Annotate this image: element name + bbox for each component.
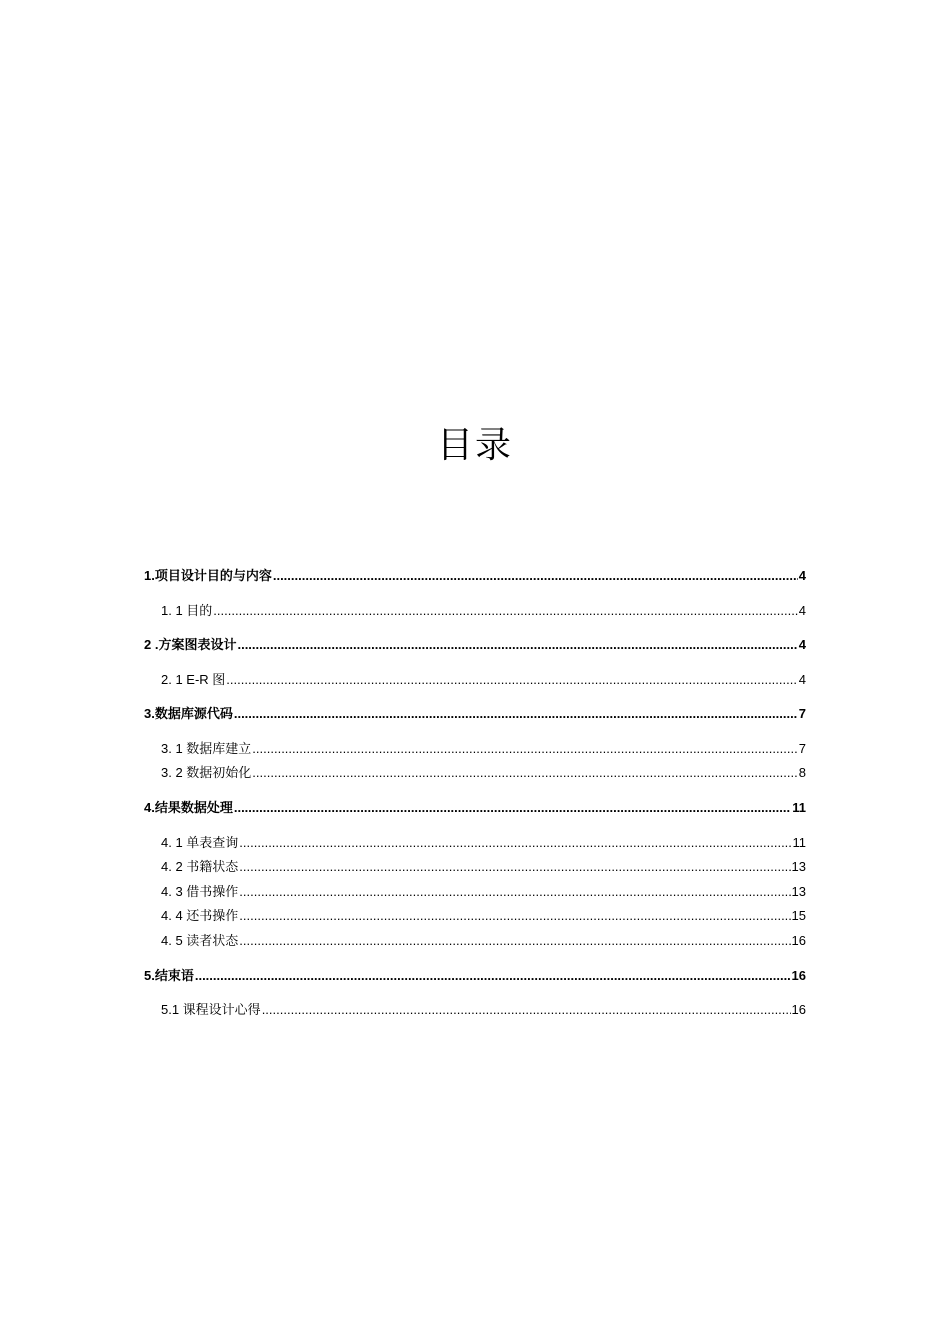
toc-entry-page: 4	[798, 568, 806, 583]
toc-entry-label: 1. 1 目的	[161, 603, 213, 618]
toc-leader-dots	[237, 637, 797, 652]
toc-entry-label: 4. 1 单表查询	[161, 835, 239, 850]
toc-entry[interactable]	[144, 669, 806, 691]
toc-entry[interactable]	[144, 905, 806, 927]
toc-entry-page: 13	[791, 859, 806, 874]
toc-leader-dots	[239, 884, 790, 899]
toc-leader-dots	[195, 968, 791, 983]
toc-entry-label: 2 .方案图表设计	[144, 637, 237, 652]
toc-entry-label: 5.结束语	[144, 968, 194, 983]
toc-leader-dots	[226, 672, 797, 687]
toc-entry-page: 4	[798, 672, 806, 687]
toc-entry-page: 16	[791, 933, 806, 948]
toc-entry-page: 8	[798, 765, 806, 780]
toc-entry[interactable]	[144, 600, 806, 622]
toc-entry-label: 4.结果数据处理	[144, 800, 233, 815]
toc-entry-page: 15	[791, 908, 806, 923]
toc-entry-page: 4	[798, 637, 806, 652]
toc-entry-label: 5.1 课程设计心得	[161, 1002, 261, 1017]
toc-title: 目录	[436, 425, 513, 466]
toc-entry[interactable]	[144, 881, 806, 903]
toc-entry-page: 7	[798, 741, 806, 756]
toc-leader-dots	[273, 568, 798, 583]
toc-entry-label: 2. 1 E-R 图	[161, 672, 226, 687]
toc-entry-label: 4. 2 书籍状态	[161, 859, 239, 874]
toc-entry[interactable]	[144, 703, 806, 725]
toc-entry-label: 4. 4 还书操作	[161, 908, 239, 923]
toc-entry[interactable]	[144, 856, 806, 878]
toc-entry-label: 3. 1 数据库建立	[161, 741, 252, 756]
toc-entry[interactable]	[144, 832, 806, 854]
toc-entry[interactable]	[144, 762, 806, 784]
toc-leader-dots	[239, 933, 790, 948]
toc-leader-dots	[252, 741, 797, 756]
toc-entry[interactable]	[144, 999, 806, 1021]
toc-entry[interactable]	[144, 565, 806, 587]
toc-entry[interactable]	[144, 965, 806, 987]
toc-entry-page: 13	[791, 884, 806, 899]
toc-entry-label: 3.数据库源代码	[144, 706, 233, 721]
toc-entry[interactable]	[144, 930, 806, 952]
toc-leader-dots	[234, 800, 791, 815]
toc-leader-dots	[234, 706, 798, 721]
toc-entry[interactable]	[144, 738, 806, 760]
toc-entry-label: 1.项目设计目的与内容	[144, 568, 272, 583]
toc-leader-dots	[239, 908, 790, 923]
toc-entry-page: 11	[792, 800, 806, 815]
toc-entry-page: 16	[791, 1002, 806, 1017]
toc-entry[interactable]	[144, 797, 806, 819]
toc-leader-dots	[239, 859, 790, 874]
toc-entry-label: 4. 3 借书操作	[161, 884, 239, 899]
toc-entry-label: 4. 5 读者状态	[161, 933, 239, 948]
toc-entry-page: 7	[798, 706, 806, 721]
toc-entry-page: 16	[791, 968, 806, 983]
toc-entry[interactable]	[144, 634, 806, 656]
toc-entry-page: 4	[798, 603, 806, 618]
toc-leader-dots	[239, 835, 791, 850]
toc-entry-label: 3. 2 数据初始化	[161, 765, 252, 780]
toc-leader-dots	[252, 765, 797, 780]
toc-leader-dots	[213, 603, 797, 618]
toc-leader-dots	[262, 1002, 791, 1017]
toc-entry-page: 11	[792, 835, 806, 850]
